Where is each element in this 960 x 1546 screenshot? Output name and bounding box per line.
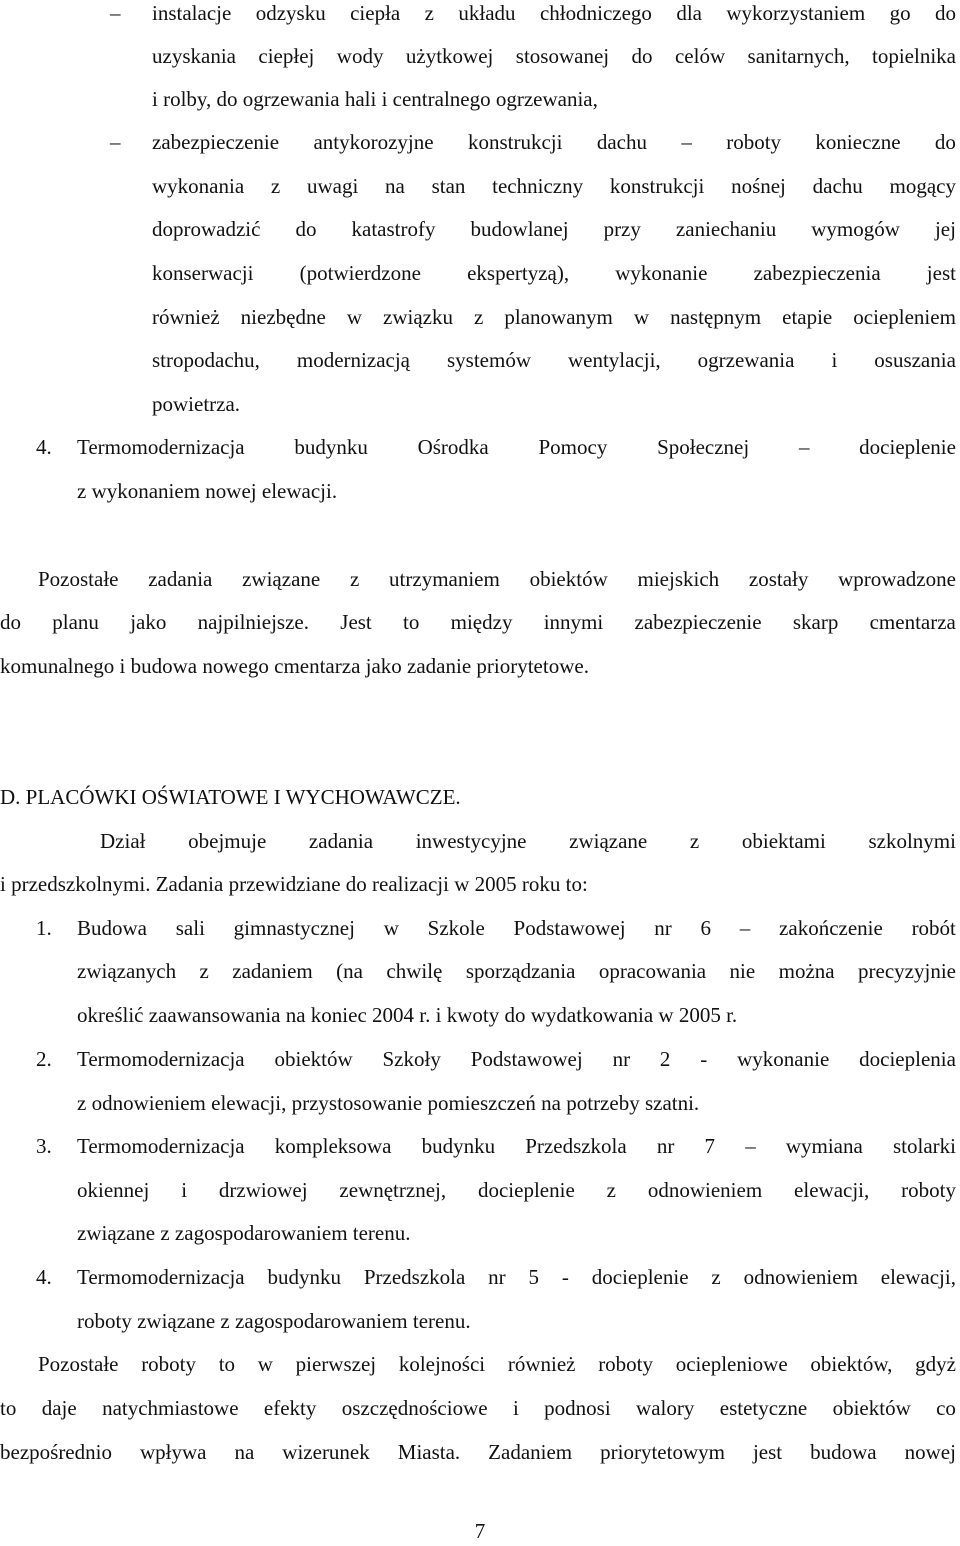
bullet-item-continuation [0,171,960,201]
text-line: Pozostałe zadania związane z utrzymaniem obiektów miejskich zostały wprowadzone [38,567,956,591]
numbered-item-continuation [0,1088,960,1118]
text-line: związane z zagospodarowaniem terenu. [77,1221,411,1245]
numbered-item-continuation [0,1175,960,1205]
text-line: Termomodernizacja obiektów Szkoły Podstawowej nr 2 - wykonanie docieplenia [77,1047,956,1071]
numbered-item-continuation [0,476,960,506]
text-line: okiennej i drzwiowej zewnętrznej, docieplenie z odnowieniem elewacji, roboty [77,1178,956,1202]
item-number: 2. [36,1047,52,1071]
numbered-item-continuation [0,956,960,986]
text-line: uzyskania ciepłej wody użytkowej stosowanej do celów sanitarnych, topielnika [152,44,956,68]
section-heading [0,782,960,812]
numbered-item-continuation [0,1306,960,1336]
text-line: i przedszkolnymi. Zadania przewidziane do realizacji w 2005 roku to: [0,872,588,896]
text-line: Termomodernizacja budynku Przedszkola nr 5 - docieplenie z odnowieniem elewacji, [77,1265,956,1289]
text-line: komunalnego i budowa nowego cmentarza jako zadanie priorytetowe. [0,654,589,678]
paragraph-line [0,1393,960,1423]
bullet-item-continuation [0,389,960,419]
item-number: 1. [36,916,52,940]
numbered-item-continuation [0,1218,960,1248]
paragraph-line [0,869,960,899]
item-number: 3. [36,1134,52,1158]
text-line: Dział obejmuje zadania inwestycyjne związane z obiektami szkolnymi [100,829,956,853]
text-line: Termomodernizacja kompleksowa budynku Przedszkola nr 7 – wymiana stolarki [77,1134,956,1158]
bullet-item-continuation [0,302,960,332]
bullet-item-continuation [0,41,960,71]
bullet-item [0,127,960,157]
text-line: to daje natychmiastowe efekty oszczędnościowe i podnosi walory estetyczne obiektów co [0,1396,956,1420]
paragraph-line [0,607,960,637]
numbered-item [0,432,960,462]
numbered-item [0,1262,960,1292]
paragraph-line [0,564,960,594]
bullet-item-continuation [0,258,960,288]
text-line: określić zaawansowania na koniec 2004 r. i kwoty do wydatkowania w 2005 r. [77,1003,738,1027]
dash-marker: – [110,130,121,154]
text-line: roboty związane z zagospodarowaniem terenu. [77,1309,471,1333]
numbered-item [0,1044,960,1074]
numbered-item [0,913,960,943]
page-number: 7 [474,1519,486,1543]
text-line: Pozostałe roboty to w pierwszej kolejności również roboty ociepleniowe obiektów, gdyż [38,1352,956,1376]
text-line: również niezbędne w związku z planowanym w następnym etapie ociepleniem [152,305,956,329]
bullet-item-continuation [0,214,960,244]
text-line: i rolby, do ogrzewania hali i centralnego ogrzewania, [152,87,598,111]
text-line: konserwacji (potwierdzone ekspertyzą), wykonanie zabezpieczenia jest [152,261,956,285]
numbered-item-continuation [0,1000,960,1030]
paragraph-line [0,1349,960,1379]
numbered-item [0,1131,960,1161]
text-line: do planu jako najpilniejsze. Jest to między innymi zabezpieczenie skarp cmentarza [0,610,956,634]
bullet-item-continuation [0,84,960,114]
item-number: 4. [36,435,52,459]
bullet-item [0,0,960,28]
dash-marker: – [110,1,121,25]
text-line: instalacje odzysku ciepła z układu chłodniczego dla wykorzystaniem go do [152,1,956,25]
paragraph-line [0,1437,960,1467]
paragraph-line [0,826,960,856]
text-line: powietrza. [152,392,241,416]
heading-text: D. PLACÓWKI OŚWIATOWE I WYCHOWAWCZE. [0,785,461,809]
text-line: zabezpieczenie antykorozyjne konstrukcji dachu – roboty konieczne do [152,130,956,154]
text-line: Budowa sali gimnastycznej w Szkole Podstawowej nr 6 – zakończenie robót [77,916,956,940]
text-line: doprowadzić do katastrofy budowlanej przy zaniechaniu wymogów jej [152,217,956,241]
text-line: związanych z zadaniem (na chwilę sporządzania opracowania nie można precyzyjnie [77,959,956,983]
text-line: stropodachu, modernizacją systemów wentylacji, ogrzewania i osuszania [152,348,956,372]
text-line: z odnowieniem elewacji, przystosowanie pomieszczeń na potrzeby szatni. [77,1091,700,1115]
item-number: 4. [36,1265,52,1289]
text-line: wykonania z uwagi na stan techniczny konstrukcji nośnej dachu mogący [152,174,956,198]
bullet-item-continuation [0,345,960,375]
text-line: z wykonaniem nowej elewacji. [77,479,338,503]
paragraph-line [0,651,960,681]
text-line: Termomodernizacja budynku Ośrodka Pomocy Społecznej – docieplenie [77,435,956,459]
text-line: bezpośrednio wpływa na wizerunek Miasta. Zadaniem priorytetowym jest budowa nowej [0,1440,956,1464]
